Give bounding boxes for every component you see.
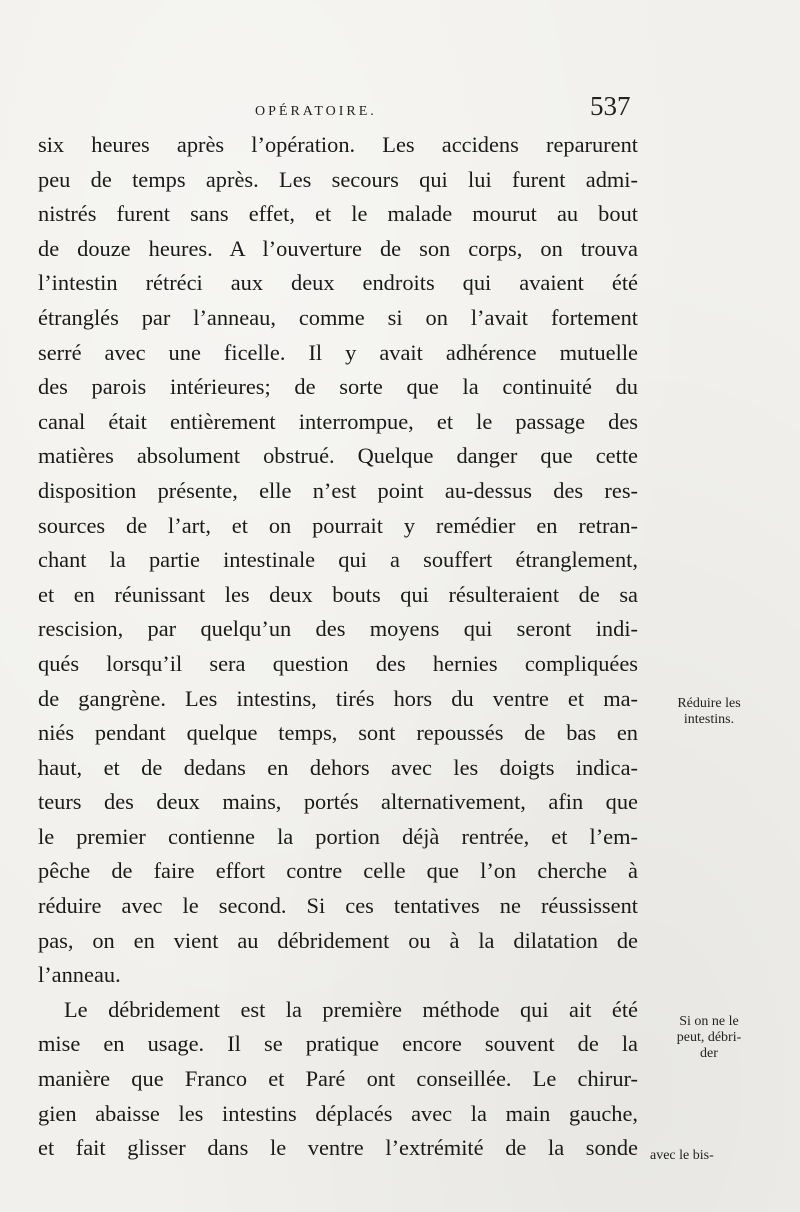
text-line: nistrés furent sans effet, et le malade mourut au bout <box>38 201 638 227</box>
margin-note-line: peut, débri- <box>676 1030 742 1045</box>
body-text <box>38 128 638 1166</box>
text-line: qués lorsqu’il sera question des hernies compliquées <box>38 650 638 676</box>
text-line: l’intestin rétréci aux deux endroits qui avaient été <box>38 270 638 296</box>
margin-note-line: der <box>700 1046 718 1061</box>
margin-note-line: Réduire les <box>677 696 741 711</box>
text-line: manière que Franco et Paré ont conseillée. Le chirur- <box>38 1066 638 1092</box>
text-line: et en réunissant les deux bouts qui résulteraient de sa <box>38 581 638 607</box>
text-line: et fait glisser dans le ventre l’extrémité de la sonde <box>38 1135 638 1161</box>
text-line: pêche de faire effort contre celle que l’on cherche à <box>38 858 638 884</box>
text-line: serré avec une ficelle. Il y avait adhérence mutuelle <box>38 339 638 365</box>
text-line: matières absolument obstrué. Quelque danger que cette <box>38 443 638 469</box>
text-line: des parois intérieures; de sorte que la continuité du <box>38 374 638 400</box>
text-line: canal était entièrement interrompue, et le passage des <box>38 408 638 434</box>
text-line: mise en usage. Il se pratique encore souvent de la <box>38 1031 638 1057</box>
margin-note-avec: avec le bis- <box>650 1148 714 1163</box>
text-line: rescision, par quelqu’un des moyens qui seront indi- <box>38 616 638 642</box>
text-line: sources de l’art, et on pourrait y remédier en retran- <box>38 512 638 538</box>
text-line: de gangrène. Les intestins, tirés hors du ventre et ma- <box>38 685 638 711</box>
paragraph-start-line: Le débridement est la première méthode qui ait été <box>64 996 638 1022</box>
text-line: le premier contienne la portion déjà rentrée, et l’em- <box>38 823 638 849</box>
text-line: réduire avec le second. Si ces tentatives ne réussissent <box>38 893 638 919</box>
text-line: chant la partie intestinale qui a souffert étranglement, <box>38 547 638 573</box>
text-line: étranglés par l’anneau, comme si on l’avait fortement <box>38 304 638 330</box>
text-line: haut, et de dedans en dehors avec les doigts indica- <box>38 754 638 780</box>
page-number: 537 <box>590 91 631 121</box>
text-line: pas, on en vient au débridement ou à la dilatation de <box>38 927 638 953</box>
text-line: niés pendant quelque temps, sont repoussés de bas en <box>38 720 638 746</box>
text-line: teurs des deux mains, portés alternativement, afin que <box>38 789 638 815</box>
text-line: gien abaisse les intestins déplacés avec la main gauche, <box>38 1100 638 1126</box>
margin-note-line: intestins. <box>683 712 735 727</box>
text-line: de douze heures. A l’ouverture de son corps, on trouva <box>38 235 638 261</box>
running-head: OPÉRATOIRE. <box>255 104 377 119</box>
text-line: peu de temps après. Les secours qui lui furent admi- <box>38 166 638 192</box>
margin-note-line: Si on ne le <box>679 1014 739 1029</box>
text-line: six heures après l’opération. Les accidens reparurent <box>38 132 638 157</box>
text-line: disposition présente, elle n’est point au-dessus des res- <box>38 477 638 503</box>
margin-note-debrider <box>655 1014 763 1062</box>
paragraph-end-line: l’anneau. <box>38 962 121 988</box>
margin-note-reduire <box>655 696 763 728</box>
